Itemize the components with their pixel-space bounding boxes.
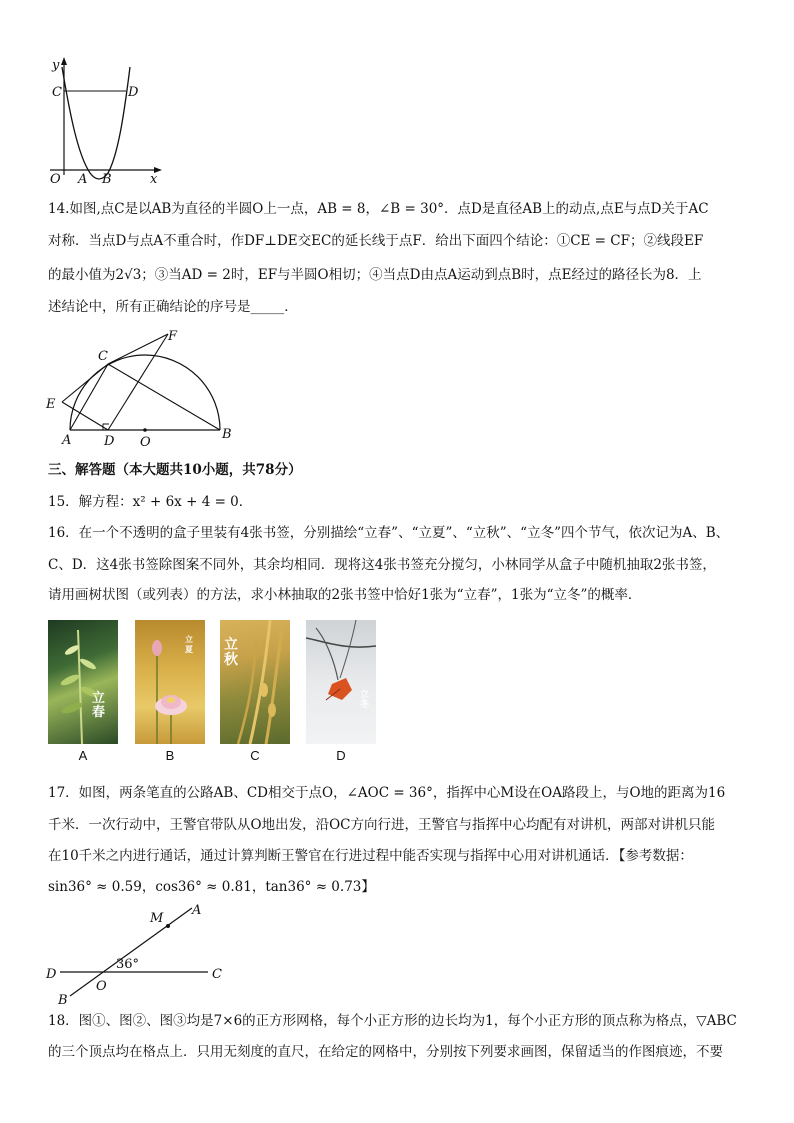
point-c-label: C [52, 85, 62, 100]
q17-line-3: 在10千米之内进行通话，通过计算判断王警官在行进过程中能否实现与指挥中心用对讲机通话．【参考数据： [48, 848, 693, 864]
card-label-d: D [336, 748, 346, 763]
point-b-label: B [222, 427, 232, 442]
point-a-label: A [192, 903, 202, 918]
section-heading: 三、解答题（本大题共10小题，共78分） [48, 462, 302, 478]
seal-text-c: 立秋 [224, 637, 238, 668]
point-o-label: O [140, 435, 151, 450]
axis-x-label: x [150, 172, 158, 185]
card-label-b: B [165, 748, 175, 763]
point-c-label: C [212, 967, 222, 982]
point-d-label: D [128, 85, 139, 100]
point-m-label: M [150, 911, 164, 926]
bookmark-image-a [48, 620, 118, 744]
card-label-a: A [78, 748, 88, 763]
q18-line-2: 的三个顶点均在格点上．只用无刻度的直尺，在给定的网格中，分别按下列要求画图，保留适当的作图痕迹，不要 [48, 1044, 723, 1060]
q18-line-1: 18．图①、图②、图③均是7×6的正方形网格，每个小正方形的边长均为1，每个小正方形的顶点称为格点，▽ABC [48, 1013, 737, 1029]
bookmark-image-c [220, 620, 290, 744]
semicircle-figure [40, 326, 250, 450]
q17-line-1: 17．如图，两条笔直的公路AB、CD相交于点O，∠AOC = 36°，指挥中心M设在OA路段上，与O地的距离为16 [48, 785, 726, 801]
point-d-label: D [46, 967, 57, 982]
point-a-label: A [78, 172, 88, 185]
q16-line-3: 请用画树状图（或列表）的方法，求小林抽取的2张书签中恰好1张为“立春”，1张为“立冬”的概率． [48, 587, 642, 603]
origin-label: O [50, 172, 61, 185]
point-f-label: F [168, 329, 178, 344]
seal-text-b: 立夏 [185, 634, 193, 654]
point-o-label: O [96, 979, 107, 994]
seal-text-a: 立春 [92, 691, 106, 720]
point-b-label: B [102, 172, 112, 185]
card-label-c: C [250, 748, 260, 763]
point-c-label: C [98, 349, 108, 364]
bookmark-image-d [306, 620, 376, 744]
point-b-label: B [58, 993, 68, 1008]
q14-line-2: 对称．当点D与点A不重合时，作DF⊥DE交EC的延长线于点F．给出下面四个结论：①CE = CF；②线段EF [48, 233, 704, 249]
q17-line-2: 千米．一次行动中，王警官带队从O地出发，沿OC方向行进，王警官与指挥中心均配有对讲机，两部对讲机只能 [48, 817, 715, 833]
q14-line-1: 14.如图,点C是以AB为直径的半圆O上一点，AB = 8，∠B = 30°．点D是直径AB上的动点,点E与点D关于AC [48, 201, 709, 217]
q16-line-2: C、D．这4张书签除图案不同外，其余均相同．现将这4张书签充分搅匀，小林同学从盒子中随机抽取2张书签， [48, 557, 716, 573]
q15-text: 15．解方程：x² + 6x + 4 = 0． [48, 494, 253, 510]
q17-line-4: sin36° ≈ 0.59，cos36° ≈ 0.81，tan36° ≈ 0.73】 [48, 879, 375, 895]
point-d-label: D [104, 434, 115, 449]
roads-figure [40, 900, 240, 1008]
bookmark-image-b [135, 620, 205, 744]
point-e-label: E [46, 397, 56, 412]
q14-line-4: 述结论中，所有正确结论的序号是_____． [48, 299, 298, 315]
parabola-figure [40, 55, 170, 185]
q14-line-3: 的最小值为2√3；③当AD = 2时，EF与半圆O相切；④当点D由点A运动到点B时，点E经过的路径长为8．上 [48, 267, 702, 283]
angle-label: 36° [116, 957, 140, 972]
seal-text-d: 立冬 [360, 690, 370, 710]
q16-line-1: 16．在一个不透明的盒子里装有4张书签，分别描绘“立春”、“立夏”、“立秋”、“立冬”四个节气，依次记为A、B、 [48, 525, 730, 541]
axis-y-label: y [52, 58, 60, 73]
point-a-label: A [62, 433, 72, 448]
